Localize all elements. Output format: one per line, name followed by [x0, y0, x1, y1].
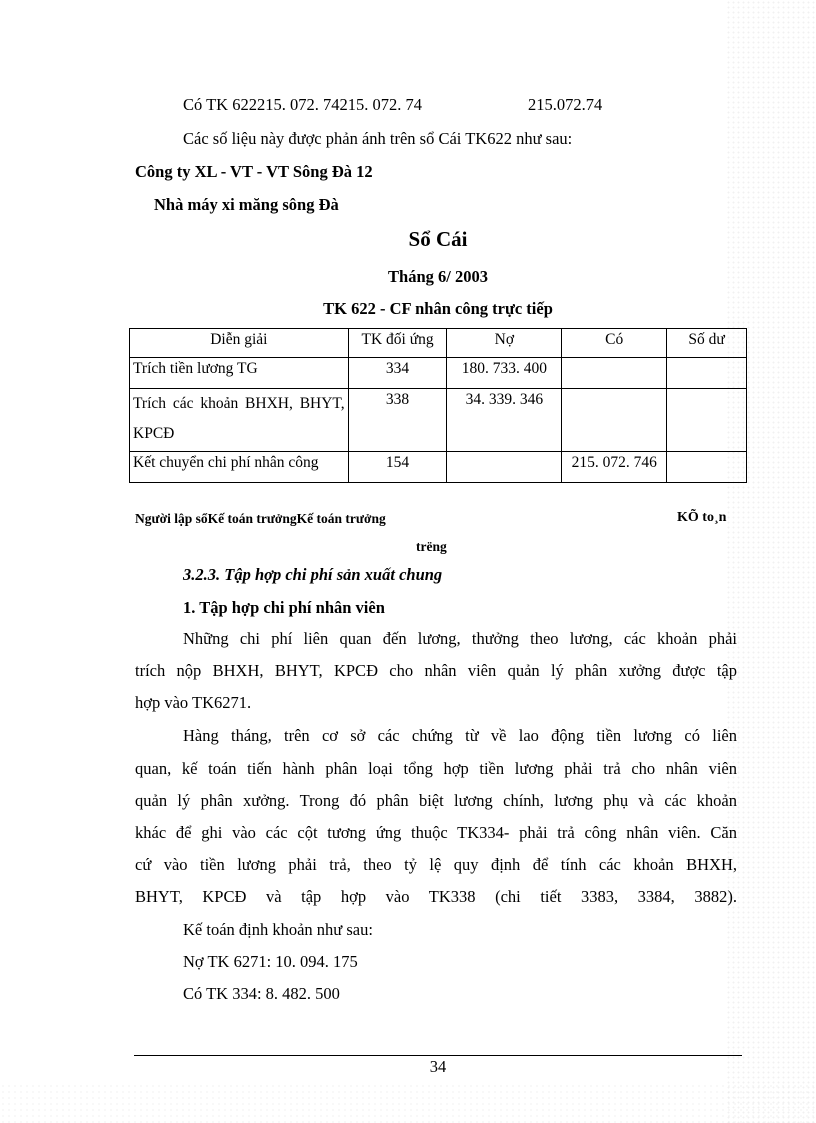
para2-line6: BHYT, KPCĐ và tập hợp vào TK338 (chi tiết 3383, 3384, 3882).	[135, 887, 737, 906]
header-tk-doi-ung: TK đối ứng	[348, 329, 447, 358]
row-desc: Trích tiền lương TG	[130, 358, 349, 389]
page-texture-right	[726, 0, 816, 1123]
row-tk: 154	[348, 452, 447, 483]
subsection-heading: 1. Tập hợp chi phí nhân viên	[183, 598, 385, 617]
para1-line1: Những chi phí liên quan đến lương, thưởng theo lương, các khoản phải	[183, 629, 737, 648]
row-desc: Kết chuyển chi phí nhân công	[130, 452, 349, 483]
para2-line5: cứ vào tiền lương phải trả, theo tỷ lệ quy định để tính các khoản BHXH,	[135, 855, 737, 874]
para1-line2: trích nộp BHXH, BHYT, KPCĐ cho nhân viên quản lý phân xưởng được tập	[135, 661, 737, 680]
ledger-month: Tháng 6/ 2003	[388, 267, 488, 286]
page-texture-bottom	[0, 1083, 816, 1123]
signature-second-line: trëng	[416, 539, 447, 554]
row-du	[667, 452, 747, 483]
header-dien-giai: Diễn giải	[130, 329, 349, 358]
table-row	[130, 358, 747, 389]
row-co: 215. 072. 746	[562, 452, 667, 483]
credit-line-a: Có TK 622215. 072. 74215. 072. 74	[183, 95, 422, 114]
row-co	[562, 358, 667, 389]
para2-line4: khác để ghi vào các cột tương ứng thuộc TK334- phải trả công nhân viên. Căn	[135, 823, 737, 842]
para2-line2: quan, kế toán tiến hành phân loại tổng hợp tiền lương phải trả cho nhân viên	[135, 759, 737, 778]
table-row	[130, 452, 747, 483]
para2-line3: quản lý phân xưởng. Trong đó phân biệt lương chính, lương phụ và các khoản	[135, 791, 737, 810]
intro-line: Các số liệu này được phản ánh trên sổ Cái TK622 như sau:	[183, 129, 573, 148]
row-tk: 338	[348, 389, 447, 452]
table-row	[130, 389, 747, 452]
table-header-row	[130, 329, 747, 358]
row-desc: Trích các khoản BHXH, BHYT, KPCĐ	[130, 389, 349, 452]
signature-right: KÕ to¸n	[677, 510, 727, 525]
para2-line1: Hàng tháng, trên cơ sở các chứng từ về lao động tiền lương có liên	[183, 726, 737, 745]
row-du	[667, 358, 747, 389]
row-no	[447, 452, 562, 483]
row-tk: 334	[348, 358, 447, 389]
ledger-account: TK 622 - CF nhân công trực tiếp	[323, 299, 553, 318]
company-name: Công ty XL - VT - VT Sông Đà 12	[135, 162, 373, 181]
page-number: 34	[429, 1057, 447, 1076]
row-no: 180. 733. 400	[447, 358, 562, 389]
entry-debit: Nợ TK 6271: 10. 094. 175	[183, 952, 358, 971]
header-so-du: Số dư	[667, 329, 747, 358]
header-no: Nợ	[447, 329, 562, 358]
row-du	[667, 389, 747, 452]
signature-labels: Người lập sổKế toán trưởngKế toán trưởng	[135, 511, 386, 526]
section-heading: 3.2.3. Tập hợp chi phí sản xuất chung	[183, 565, 443, 584]
para1-line3: hợp vào TK6271.	[135, 693, 252, 712]
row-no: 34. 339. 346	[447, 389, 562, 452]
row-co	[562, 389, 667, 452]
factory-name: Nhà máy xi măng sông Đà	[154, 195, 339, 214]
ledger-table	[129, 328, 747, 483]
footer-rule	[134, 1055, 742, 1056]
entry-credit: Có TK 334: 8. 482. 500	[183, 984, 340, 1003]
entry-intro: Kế toán định khoản như sau:	[183, 920, 373, 939]
ledger-title: Sổ Cái	[408, 227, 468, 251]
credit-line-b: 215.072.74	[528, 95, 603, 114]
credit-line	[183, 95, 603, 115]
header-co: Có	[562, 329, 667, 358]
